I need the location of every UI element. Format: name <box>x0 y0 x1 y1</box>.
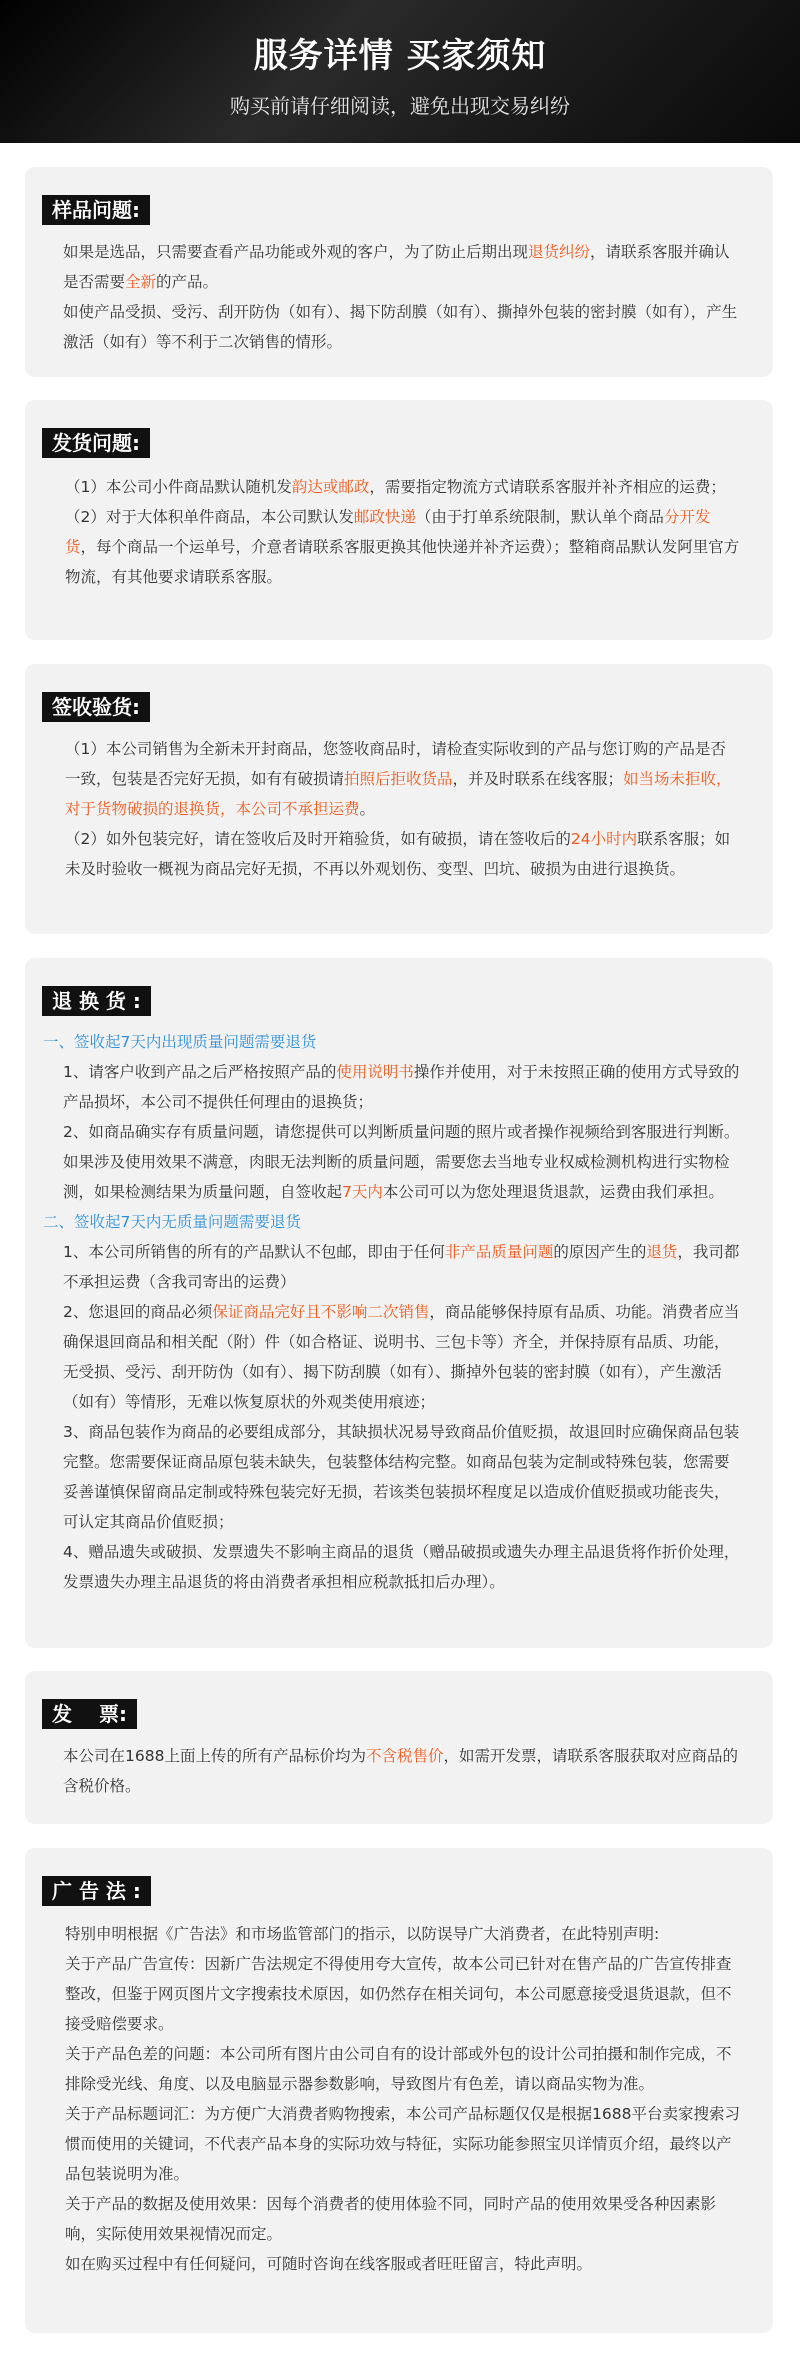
ad-law-body <box>65 1919 741 2279</box>
invoice-section <box>25 1671 773 1824</box>
sample-body <box>63 237 741 357</box>
shipping-paragraph: （2）对于大体积单件商品，本公司默认发邮政快递（由于打单系统限制，默认单个商品分开发货，每个商品一个运单号，介意者请联系客服更换其他快递并补齐运费）；整箱商品默认发阿里官方物流，有其他要求请联系客服。 <box>65 508 740 586</box>
returns-section-heading: 二、签收起7天内无质量问题需要退货 <box>43 1213 301 1231</box>
shipping-section <box>25 400 773 640</box>
returns-paragraph: 1、请客户收到产品之后严格按照产品的使用说明书操作并使用，对于未按照正确的使用方式导致的产品损坏，本公司不提供任何理由的退换货； <box>63 1063 740 1111</box>
inspection-body <box>65 734 741 884</box>
shipping-paragraph: （1）本公司小件商品默认随机发韵达或邮政，需要指定物流方式请联系客服并补齐相应的运费； <box>65 478 726 496</box>
sample-tag: 样品问题: <box>42 195 150 225</box>
shipping-body <box>65 472 741 592</box>
ad-law-paragraph: 关于产品的数据及使用效果：因每个消费者的使用体验不同，同时产品的使用效果受各种因素影响，实际使用效果视情况而定。 <box>65 2195 717 2243</box>
page-title: 服务详情 买家须知 <box>253 36 547 76</box>
inspection-tag: 签收验货: <box>42 692 150 722</box>
page-subtitle: 购买前请仔细阅读，避免出现交易纠纷 <box>230 94 570 118</box>
returns-group-2 <box>25 1237 743 1597</box>
ad-law-paragraph: 关于产品标题词汇：为方便广大消费者购物搜索，本公司产品标题仅仅是根据1688平台卖家搜索习惯而使用的关键词，不代表产品本身的实际功效与特征，实际功能参照宝贝详情页介绍，最终以产品包装说明为准。 <box>65 2105 740 2183</box>
invoice-tag: 发 票: <box>42 1699 137 1729</box>
sample-section <box>25 167 773 377</box>
ad-law-section <box>25 1848 773 2333</box>
shipping-tag: 发货问题: <box>42 428 150 458</box>
ad-law-paragraph: 如在购买过程中有任何疑问，可随时咨询在线客服或者旺旺留言，特此声明。 <box>65 2255 593 2273</box>
returns-paragraph: 3、商品包装作为商品的必要组成部分，其缺损状况易导致商品价值贬损，故退回时应确保商品包装完整。您需要保证商品原包装未缺失，包装整体结构完整。如商品包装为定制或特殊包装，您需要妥善谨慎保留商品定制或特殊包装完好无损，若该类包装损坏程度足以造成价值贬损或功能丧失，可认定其商品价值贬损； <box>63 1423 740 1531</box>
returns-paragraph: 2、您退回的商品必须保证商品完好且不影响二次销售，商品能够保持原有品质、功能。消费者应当确保退回商品和相关配（附）件（如合格证、说明书、三包卡等）齐全，并保持原有品质、功能，无受损、受污、刮开防伪（如有）、揭下防刮膜（如有）、撕掉外包装的密封膜（如有），产生激活（如有）等情形，无难以恢复原状的外观类使用痕迹； <box>63 1303 740 1411</box>
returns-body <box>25 1027 743 1597</box>
header-banner <box>0 0 800 143</box>
ad-law-tag: 广 告 法 : <box>42 1876 151 1906</box>
invoice-paragraph: 本公司在1688上面上传的所有产品标价均为不含税售价，如需开发票，请联系客服获取对应商品的含税价格。 <box>63 1747 738 1795</box>
invoice-body <box>63 1741 741 1801</box>
returns-section-heading: 一、签收起7天内出现质量问题需要退货 <box>43 1033 317 1051</box>
sample-paragraph: 如使产品受损、受污、刮开防伪（如有）、揭下防刮膜（如有）、撕掉外包装的密封膜（如有），产生激活（如有）等不利于二次销售的情形。 <box>63 303 738 351</box>
returns-paragraph: 4、赠品遗失或破损、发票遗失不影响主商品的退货（赠品破损或遗失办理主品退货将作折价处理，发票遗失办理主品退货的将由消费者承担相应税款抵扣后办理）。 <box>63 1543 740 1591</box>
returns-paragraph: 1、本公司所销售的所有的产品默认不包邮，即由于任何非产品质量问题的原因产生的退货，我司都不承担运费（含我司寄出的运费） <box>63 1243 740 1291</box>
returns-tag: 退 换 货 : <box>42 986 151 1016</box>
inspection-paragraph: （2）如外包装完好，请在签收后及时开箱验货，如有破损，请在签收后的24小时内联系客服；如未及时验收一概视为商品完好无损，不再以外观划伤、变型、凹坑、破损为由进行退换货。 <box>65 830 731 878</box>
ad-law-paragraph: 关于产品色差的问题：本公司所有图片由公司自有的设计部或外包的设计公司拍摄和制作完成，不排除受光线、角度、以及电脑显示器参数影响，导致图片有色差，请以商品实物为准。 <box>65 2045 732 2093</box>
ad-law-paragraph: 特别申明根据《广告法》和市场监管部门的指示，以防误导广大消费者，在此特别声明: <box>65 1925 660 1943</box>
inspection-paragraph: （1）本公司销售为全新未开封商品，您签收商品时，请检查实际收到的产品与您订购的产品是否一致，包装是否完好无损，如有有破损请拍照后拒收货品，并及时联系在线客服；如当场未拒收，对于货物破损的退换货，本公司不承担运费。 <box>65 740 732 818</box>
returns-paragraph: 2、如商品确实存有质量问题，请您提供可以判断质量问题的照片或者操作视频给到客服进行判断。如果涉及使用效果不满意，肉眼无法判断的质量问题，需要您去当地专业权威检测机构进行实物检测，如果检测结果为质量问题，自签收起7天内本公司可以为您处理退货退款，运费由我们承担。 <box>63 1123 740 1201</box>
ad-law-paragraph: 关于产品广告宣传：因新广告法规定不得使用夸大宣传，故本公司已针对在售产品的广告宣传排查整改，但鉴于网页图片文字搜索技术原因，如仍然存在相关词句，本公司愿意接受退货退款，但不接受赔偿要求。 <box>65 1955 732 2033</box>
inspection-section <box>25 664 773 934</box>
sample-paragraph: 如果是选品，只需要查看产品功能或外观的客户，为了防止后期出现退货纠纷，请联系客服并确认是否需要全新的产品。 <box>63 243 730 291</box>
returns-group-1 <box>25 1057 743 1207</box>
returns-section <box>25 958 773 1648</box>
